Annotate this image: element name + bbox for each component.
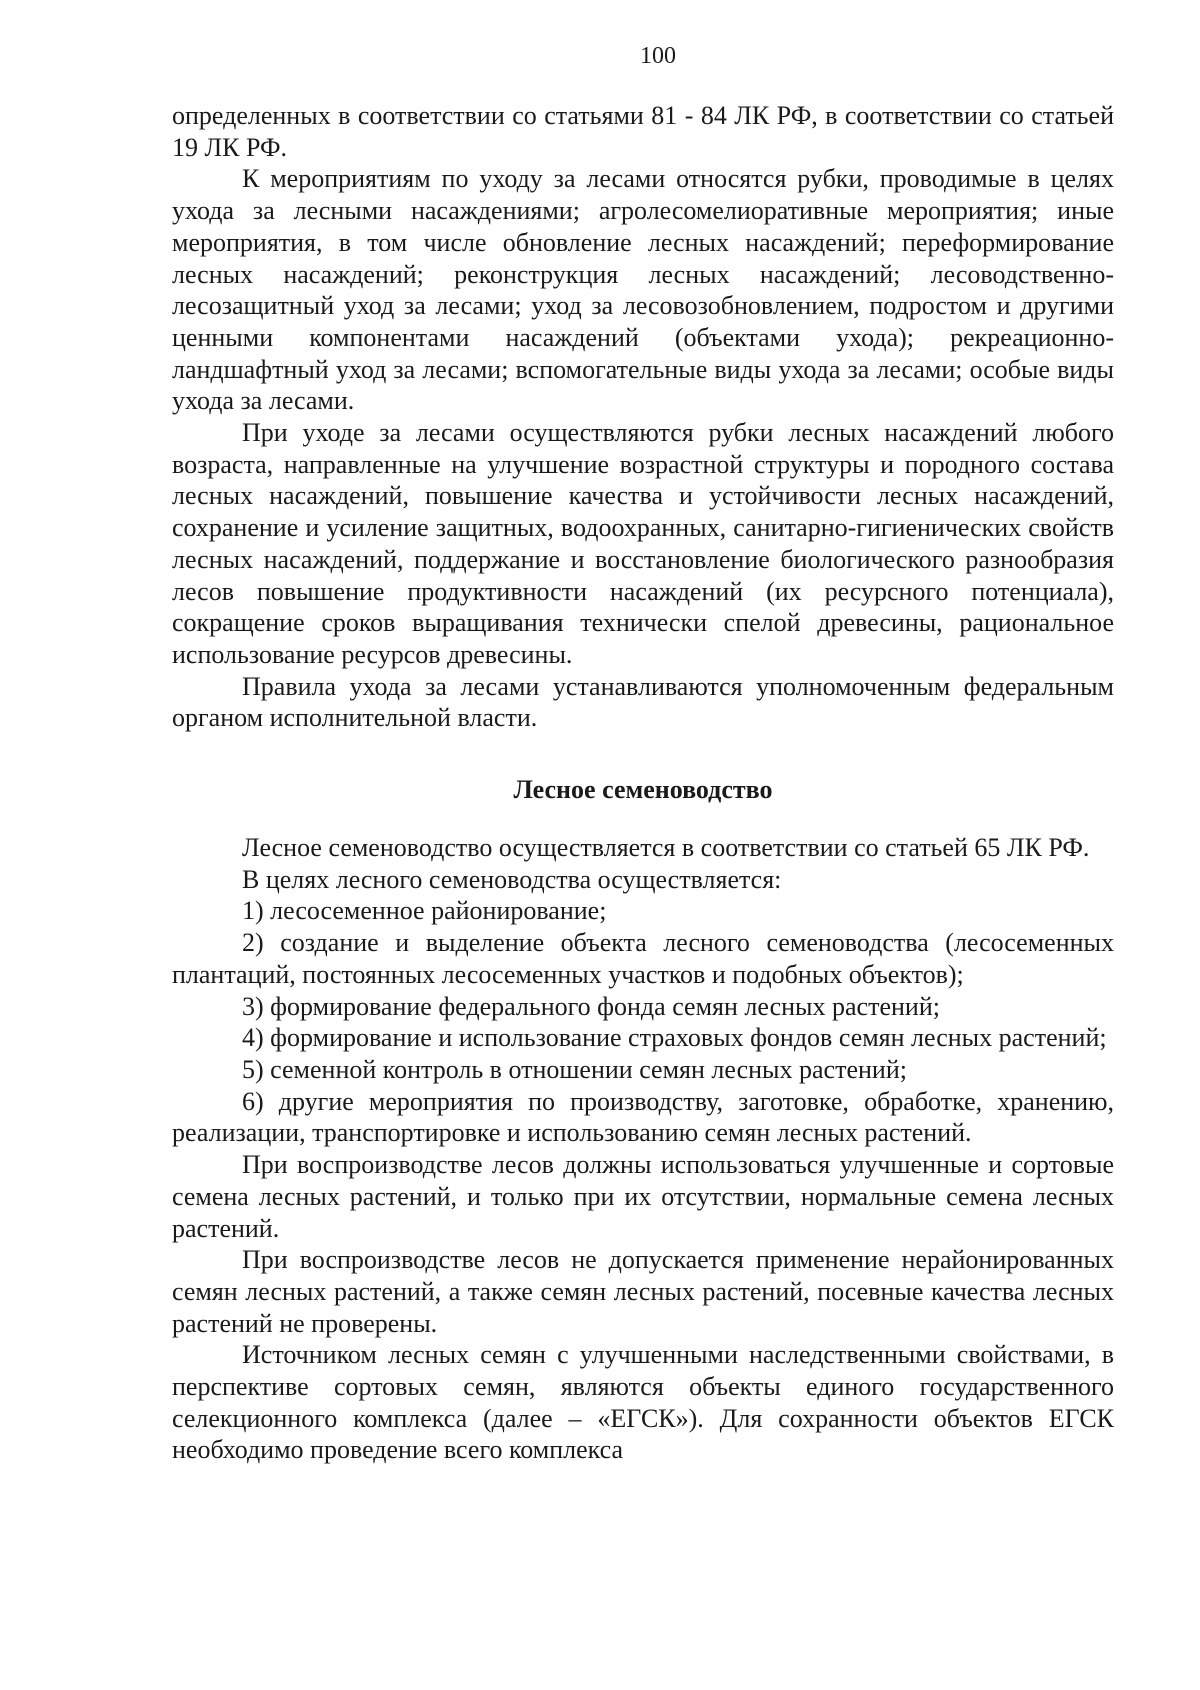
paragraph-forest-care-rules: Правила ухода за лесами устанавливаются уполномоченным федеральным органом исполнительной власти. bbox=[172, 671, 1114, 733]
paragraph-forest-care-cuttings: При уходе за лесами осуществляются рубки лесных насаждений любого возраста, направленные на улучшение возрастной структуры и породного состава лесных насаждений, повышение качества и устойчивости лесных насаждений, сохранение и усиление защитных, водоохранных, санитарно-гигиенических свойств лесных насаждений, поддержание и восстановление биологического разнообразия лесов повышение продуктивности насаждений (их ресурсного потенциала), сокращение сроков выращивания технически спелой древесины, рациональное использование ресурсов древесины. bbox=[172, 418, 1114, 669]
paragraph-forest-care-measures: К мероприятиям по уходу за лесами относятся рубки, проводимые в целях ухода за лесными насаждениями; агролесомелиоративные мероприятия; иные мероприятия, в том числе обновление лесных насаждений; переформирование лесных насаждений; реконструкция лесных насаждений; лесоводственно-лесозащитный уход за лесами; уход за лесовозобновлением, подростом и другими ценными компонентами насаждений (объектами ухода); рекреационно-ландшафтный уход за лесами; вспомогательные виды ухода за лесами; особые виды ухода за лесами. bbox=[172, 164, 1114, 416]
page-number: 100 bbox=[640, 43, 676, 69]
list-item: 1) лесосеменное районирование; bbox=[242, 896, 607, 926]
list-item: 5) семенной контроль в отношении семян лесных растений; bbox=[242, 1054, 907, 1084]
paragraph-seed-production-intro: В целях лесного семеноводства осуществляется: bbox=[242, 864, 782, 894]
list-item: 6) другие мероприятия по производству, заготовке, обработке, хранению, реализации, транспортировке и использованию семян лесных растений. bbox=[172, 1086, 1114, 1148]
paragraph-egsk: Источником лесных семян с улучшенными наследственными свойствами, в перспективе сортовых семян, являются объекты единого государственного селекционного комплекса (далее – «ЕГСК»). Для сохранности объектов ЕГСК необходимо проведение всего комплекса bbox=[172, 1340, 1114, 1465]
paragraph-improved-seeds: При воспроизводстве лесов должны использоваться улучшенные и сортовые семена лесных растений, и только при их отсутствии, нормальные семена лесных растений. bbox=[172, 1150, 1114, 1243]
list-item: 4) формирование и использование страховых фондов семян лесных растений; bbox=[242, 1023, 1107, 1053]
list-item: 2) создание и выделение объекта лесного семеноводства (лесосеменных плантаций, постоянных лесосеменных участков и подобных объектов); bbox=[172, 928, 1114, 989]
section-heading: Лесное семеноводство bbox=[513, 775, 773, 805]
paragraph-unzoned-seeds: При воспроизводстве лесов не допускается применение нерайонированных семян лесных растений, а также семян лесных растений, посевные качества лесных растений не проверены. bbox=[172, 1245, 1114, 1338]
paragraph-seed-production-basis: Лесное семеноводство осуществляется в соответствии со статьей 65 ЛК РФ. bbox=[242, 833, 1090, 863]
list-item: 3) формирование федерального фонда семян лесных растений; bbox=[242, 991, 940, 1021]
paragraph-continuation: определенных в соответствии со статьями 81 - 84 ЛК РФ, в соответствии со статьей 19 ЛК РФ. bbox=[172, 101, 1114, 162]
